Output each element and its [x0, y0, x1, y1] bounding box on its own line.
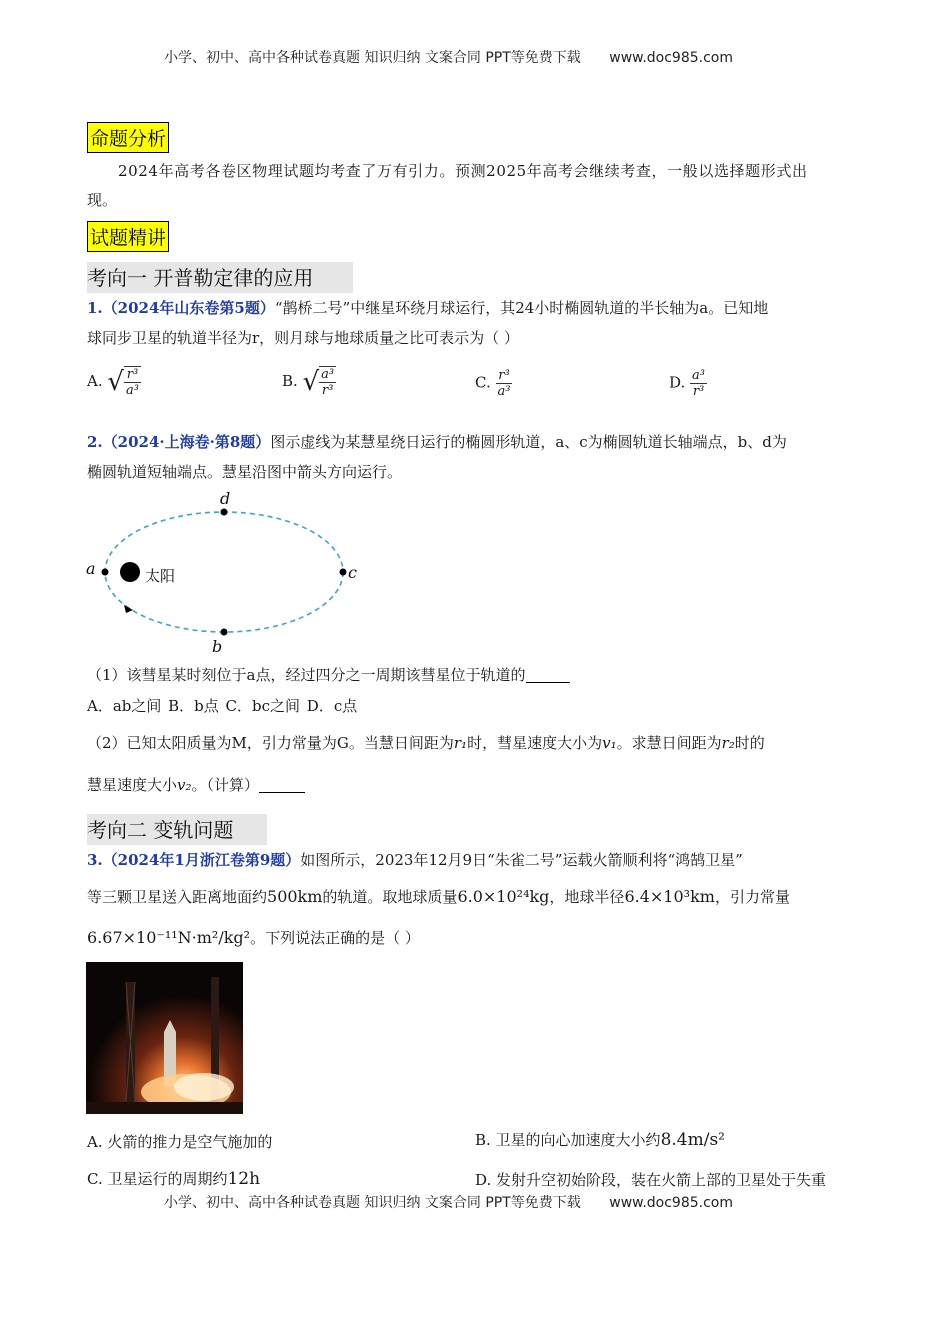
analysis-heading: 命题分析: [87, 122, 169, 153]
option-label: C.: [475, 373, 491, 392]
var-r2: r₂: [721, 734, 735, 752]
q3-line-2: [87, 889, 790, 905]
q1-number: 1.: [87, 299, 103, 317]
q3-option-b[interactable]: [475, 1129, 725, 1150]
direction-arrow-icon: [124, 605, 133, 613]
option-value: 12h: [227, 1169, 261, 1189]
q3-line-3: [87, 930, 420, 946]
sqrt-icon: √: [107, 367, 124, 397]
option-label: D.: [669, 373, 686, 392]
q2-text-1: 图示虚线为某慧星绕日运行的椭圆形轨道，a、c为椭圆轨道长轴端点，b、d为: [270, 433, 787, 451]
q3-option-c[interactable]: [87, 1168, 260, 1189]
fraction-numerator: a³: [692, 368, 706, 383]
footer-url[interactable]: www.doc985.com: [609, 1195, 733, 1211]
q2-line-1: [87, 435, 787, 450]
lecture-heading: 试题精讲: [87, 221, 169, 252]
q3-text: ，地球半径: [549, 888, 625, 906]
comet-orbit-diagram: [80, 488, 380, 658]
answer-blank[interactable]: [526, 668, 570, 683]
analysis-line-2: 现。: [87, 191, 118, 209]
option-text: C. 卫星运行的周期约: [87, 1170, 228, 1188]
header-text: 小学、初中、高中各种试卷真题 知识归纳 文案合同 PPT等免费下载: [164, 50, 581, 66]
q3-text: 。下列说法正确的是（ ）: [250, 929, 420, 947]
option-label: B.: [282, 372, 298, 390]
q2-sub-2-text: 慧星速度大小: [87, 776, 178, 794]
option-text: B. 卫星的向心加速度大小约: [475, 1131, 661, 1149]
answer-blank[interactable]: [259, 778, 305, 793]
point-c: [340, 569, 347, 576]
q1-line-2: 球同步卫星的轨道半径为r，则月球与地球质量之比可表示为（ ）: [87, 329, 519, 347]
orbit-ellipse: [105, 512, 343, 632]
label-a: a: [86, 559, 96, 578]
fraction-numerator: r³: [124, 367, 141, 383]
analysis-line-1: 2024年高考各卷区物理试题均考查了万有引力。预测2025年高考会继续考查，一般以选择题形式出: [118, 162, 808, 180]
fraction-numerator: r³: [496, 368, 513, 384]
point-b: [221, 629, 228, 636]
sun-icon: [120, 562, 140, 582]
sqrt-icon: √: [302, 367, 320, 397]
q3-text: ，引力常量: [714, 888, 790, 906]
q2-number: 2.: [87, 433, 103, 451]
page-footer: [164, 1192, 733, 1212]
fraction-denominator: r³: [692, 384, 705, 399]
q3-text-1: 如图所示，2023年12月9日“朱雀二号”运载火箭顺利将“鸿鹄卫星”: [300, 851, 743, 869]
q1-line-1: [87, 301, 768, 316]
var-v1: v₁: [602, 734, 617, 752]
q2-sub-2-text: （2）已知太阳质量为M，引力常量为G。当慧日间距为: [87, 734, 454, 752]
q1-text-1: “鹊桥二号”中继星环绕月球运行，其24小时椭圆轨道的半长轴为a。已知地: [274, 299, 769, 317]
q3-text: 的轨道。取地球质量: [322, 888, 458, 906]
sun-label: 太阳: [145, 567, 176, 585]
q3-line-1: [87, 853, 743, 868]
q2-sub-2-text: 。（计算）: [191, 776, 260, 794]
point-a: [102, 569, 109, 576]
footer-text: 小学、初中、高中各种试卷真题 知识归纳 文案合同 PPT等免费下载: [164, 1195, 581, 1211]
fraction-numerator: a³: [321, 367, 335, 382]
q1-option-c[interactable]: [475, 368, 512, 399]
orbit-height: 500km: [267, 887, 323, 906]
fraction-denominator: r³: [321, 383, 334, 398]
section-1-title: 考向一 开普勒定律的应用: [87, 262, 353, 293]
var-v2: v₂: [177, 776, 192, 794]
q1-option-b[interactable]: [282, 366, 336, 398]
q2-sub-2-text: 时，彗星速度大小为: [467, 734, 603, 752]
q3-option-a[interactable]: A. 火箭的推力是空气施加的: [87, 1133, 273, 1151]
q2-sub-1: [87, 668, 570, 683]
q2-sub-1-text: （1）该彗星某时刻位于a点，经过四分之一周期该彗星位于轨道的: [87, 666, 526, 684]
rocket-launch-photo: [86, 962, 243, 1114]
label-d: d: [220, 489, 231, 508]
header-url[interactable]: www.doc985.com: [609, 50, 733, 66]
q2-source: （2024·上海卷·第8题）: [102, 433, 271, 451]
q2-sub-2-line-2: [87, 778, 305, 793]
q2-sub-2-text: 。求慧日间距为: [616, 734, 722, 752]
q1-source: （2024年山东卷第5题）: [102, 299, 275, 317]
q2-line-2: 椭圆轨道短轴端点。慧星沿图中箭头方向运行。: [87, 463, 403, 481]
fraction-denominator: a³: [125, 383, 139, 398]
option-value: 8.4m/s²: [660, 1130, 725, 1150]
q3-number: 3.: [87, 851, 103, 869]
section-2-title: 考向二 变轨问题: [87, 814, 267, 845]
q2-sub-2: [87, 736, 765, 751]
label-b: b: [212, 637, 223, 656]
q3-option-d[interactable]: D. 发射升空初始阶段，装在火箭上部的卫星处于失重: [475, 1171, 827, 1189]
gravitational-constant: 6.67×10⁻¹¹N·m²/kg²: [87, 928, 251, 947]
q1-option-d[interactable]: [669, 368, 707, 399]
q2-choices: A．ab之间 B．b点 C．bc之间 D．c点: [87, 697, 358, 715]
q2-sub-2-text: 时的: [734, 734, 765, 752]
q1-option-a[interactable]: [87, 366, 141, 398]
earth-mass: 6.0×10²⁴kg: [457, 887, 550, 906]
q3-text: 等三颗卫星送入距离地面约: [87, 888, 268, 906]
point-d: [221, 509, 228, 516]
option-label: A.: [87, 372, 103, 390]
q3-source: （2024年1月浙江卷第9题）: [102, 851, 301, 869]
label-c: c: [348, 563, 357, 582]
fraction-denominator: a³: [497, 384, 511, 399]
earth-radius: 6.4×10³km: [624, 887, 715, 906]
var-r1: r₁: [453, 734, 468, 752]
page-header: [164, 47, 733, 67]
